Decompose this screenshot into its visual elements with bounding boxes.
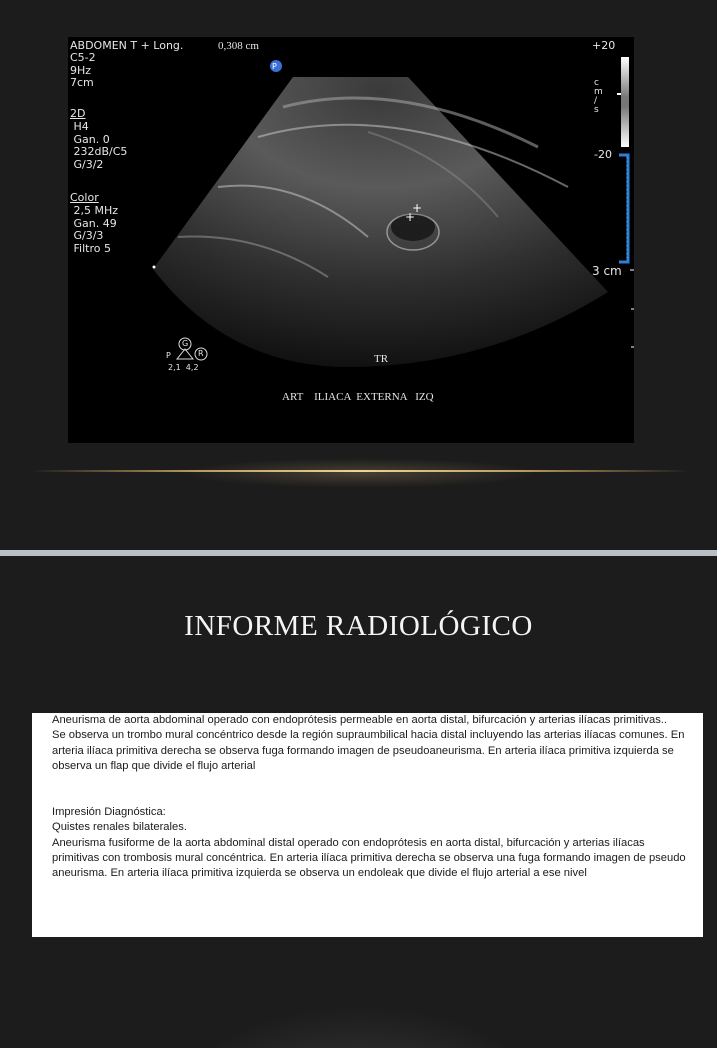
scale-unit-label: c m / s	[594, 78, 603, 115]
caliper-mark: +	[412, 201, 423, 215]
ultrasound-image	[68, 37, 634, 443]
ultrasound-scan-graphic	[68, 37, 634, 443]
scale-top-label: +20	[592, 39, 616, 52]
slide-title: INFORME RADIOLÓGICO	[184, 610, 533, 642]
mode-color-line: Filtro 5	[70, 241, 111, 255]
report-paragraph: Aneurisma fusiforme de la aorta abdominal distal operado con endoprótesis en aorta distal, bifurcación y arterias ilíacas primitivas con trombosis mural concéntrica. En arteria ilíaca primitiva derecha se observa una fuga formando imagen de pseudo aneurisma. En arteria ilíaca primitiva izquierda se observa un endoleak que divide el flujo arterial a ese nivel	[52, 836, 686, 880]
report-box	[32, 713, 703, 937]
mode-2d-line: Gan. 0	[70, 132, 110, 146]
probe-line: C5-2	[70, 51, 96, 64]
report-heading: Impresión Diagnóstica:	[52, 806, 166, 819]
mode-color-line: 2,5 MHz	[70, 204, 119, 217]
mode-2d-label: 2D	[70, 107, 86, 120]
probe-line: 9Hz	[70, 63, 92, 77]
report-paragraph: Aneurisma de aorta abdominal operado con endoprótesis permeable en aorta distal, bifurcación y arterias ilíacas primitivas..	[52, 714, 668, 726]
paragraph-gap	[52, 774, 692, 805]
slide-report	[0, 556, 717, 1048]
mode-2d-line: 232dB/C5	[70, 145, 128, 158]
velocity-color-bar	[621, 57, 629, 147]
plane-label: TR	[374, 353, 389, 365]
report-paragraph: Quistes renales bilaterales.	[52, 821, 187, 834]
probe-line: 7cm	[70, 76, 94, 89]
report-text	[52, 713, 692, 882]
depth-label: 3 cm	[592, 264, 622, 278]
report-paragraph: Se observa un trombo mural concéntrico desde la región supraumbilical hacia distal incluyendo las arterias ilíacas comunes. En arteria ilíaca primitiva derecha se observa fuga formando imagen de pseudoaneurisma. En arteria ilíaca primitiva izquierda se observa un flap que divide el flujo arterial	[52, 729, 685, 772]
divider-line	[30, 470, 690, 472]
mode-color-line: G/3/3	[70, 229, 104, 242]
exam-header: ABDOMEN T + Long.	[70, 39, 184, 52]
scale-bottom-label: -20	[594, 148, 612, 161]
vessel-label: ART ILIACA EXTERNA IZQ	[282, 391, 434, 403]
orientation-g: G	[182, 339, 189, 348]
orientation-r: R	[198, 349, 204, 358]
velocity-marker	[617, 93, 621, 95]
mode-2d-line: G/3/2	[70, 157, 104, 171]
bottom-glow	[150, 996, 570, 1048]
orientation-p: P	[166, 351, 171, 360]
ultrasound-sector	[153, 77, 608, 367]
edge-dot	[153, 266, 156, 269]
mode-2d-line: H4	[70, 120, 89, 133]
measurement-value: 0,308 cm	[218, 40, 259, 52]
mode-color-line: Gan. 49	[70, 216, 117, 230]
p-marker-label: P	[272, 62, 277, 71]
mode-color-label: Color	[70, 191, 99, 204]
caliper-mark: +	[405, 210, 416, 224]
divider-glow	[180, 458, 540, 488]
orientation-numbers: 2,1 4,2	[168, 363, 199, 372]
